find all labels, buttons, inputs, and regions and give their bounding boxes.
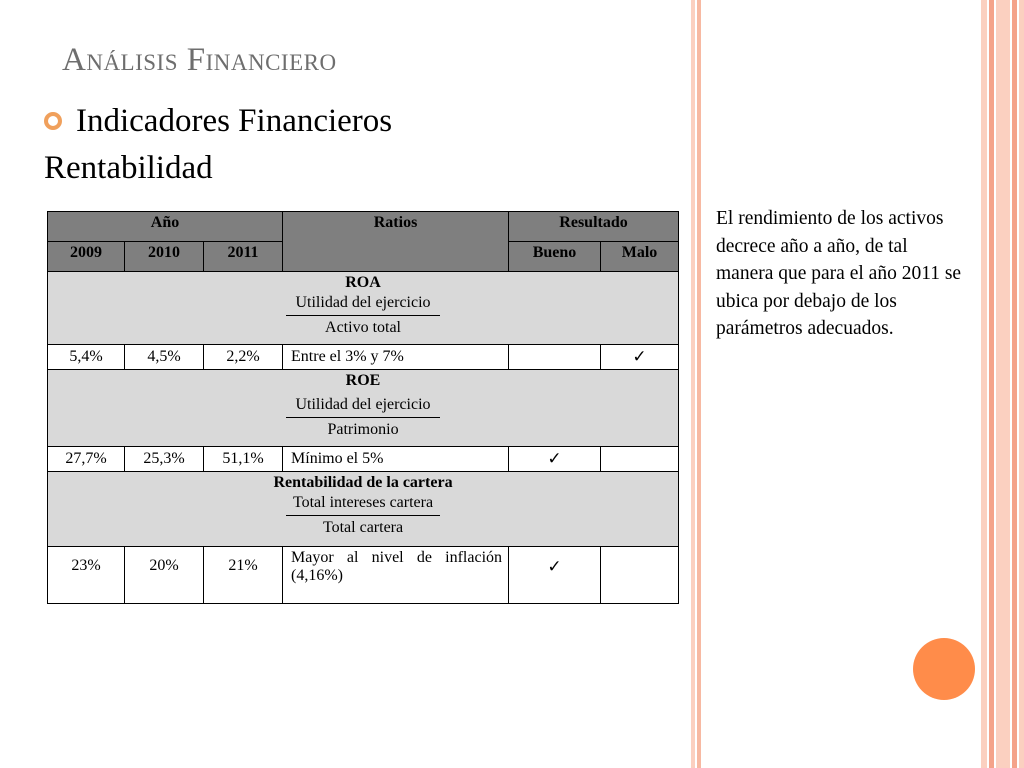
value-cell: 27,7% — [48, 447, 125, 472]
ratios-table — [47, 211, 679, 604]
formula-block — [48, 370, 679, 447]
formula-block — [48, 272, 679, 345]
table-row — [48, 447, 679, 472]
decorative-stripe — [1019, 0, 1024, 768]
header-year: 2009 — [48, 242, 125, 272]
header-result-group: Resultado — [509, 212, 679, 242]
circle-bullet-icon — [44, 112, 62, 130]
formula-denominator: Total cartera — [322, 519, 404, 536]
formula-numerator: Total intereses cartera — [286, 492, 440, 516]
header-ratios: Ratios — [283, 212, 509, 272]
bad-check-cell: ✓ — [601, 345, 679, 370]
decorative-stripe — [691, 0, 695, 768]
formula-numerator: Utilidad del ejercicio — [286, 292, 440, 316]
value-cell: 2,2% — [204, 345, 283, 370]
decorative-stripe — [697, 0, 701, 768]
ratio-name: Rentabilidad de la cartera — [273, 474, 453, 491]
good-check-cell — [509, 345, 601, 370]
formula-denominator: Patrimonio — [327, 421, 399, 438]
bullet-item — [44, 101, 392, 141]
decorative-stripe — [981, 0, 987, 768]
value-cell: 5,4% — [48, 345, 125, 370]
slide-title: Análisis Financiero — [62, 42, 337, 78]
table-row — [48, 345, 679, 370]
good-check-cell: ✓ — [509, 547, 601, 604]
accent-circle-icon — [913, 638, 975, 700]
decorative-stripe — [1012, 0, 1017, 768]
value-cell: 20% — [125, 547, 204, 604]
table-row — [48, 547, 679, 604]
decorative-stripe — [996, 0, 1010, 768]
bullet-text: Indicadores Financieros — [76, 102, 393, 139]
ratio-name: ROE — [345, 372, 381, 389]
value-cell: 25,3% — [125, 447, 204, 472]
criterion-cell: Entre el 3% y 7% — [283, 345, 509, 370]
value-cell: 51,1% — [204, 447, 283, 472]
decorative-stripe — [989, 0, 994, 768]
section-subheading: Rentabilidad — [44, 150, 213, 186]
value-cell: 23% — [48, 547, 125, 604]
header-year: 2010 — [125, 242, 204, 272]
header-year-group: Año — [48, 212, 283, 242]
commentary-note: El rendimiento de los activos decrece año a año, de tal manera que para el año 2011 se ubica por debajo de los parámetros adecuados. — [716, 208, 962, 339]
header-good: Bueno — [509, 242, 601, 272]
bad-check-cell — [601, 547, 679, 604]
header-bad: Malo — [601, 242, 679, 272]
formula-denominator: Activo total — [325, 319, 401, 336]
criterion-cell: Mayor al nivel de inflación (4,16%) — [283, 547, 509, 604]
formula-block — [48, 472, 679, 547]
formula-numerator: Utilidad del ejercicio — [286, 390, 440, 418]
ratio-name: ROA — [345, 274, 381, 291]
criterion-cell: Mínimo el 5% — [283, 447, 509, 472]
bad-check-cell — [601, 447, 679, 472]
good-check-cell: ✓ — [509, 447, 601, 472]
value-cell: 21% — [204, 547, 283, 604]
header-year: 2011 — [204, 242, 283, 272]
value-cell: 4,5% — [125, 345, 204, 370]
